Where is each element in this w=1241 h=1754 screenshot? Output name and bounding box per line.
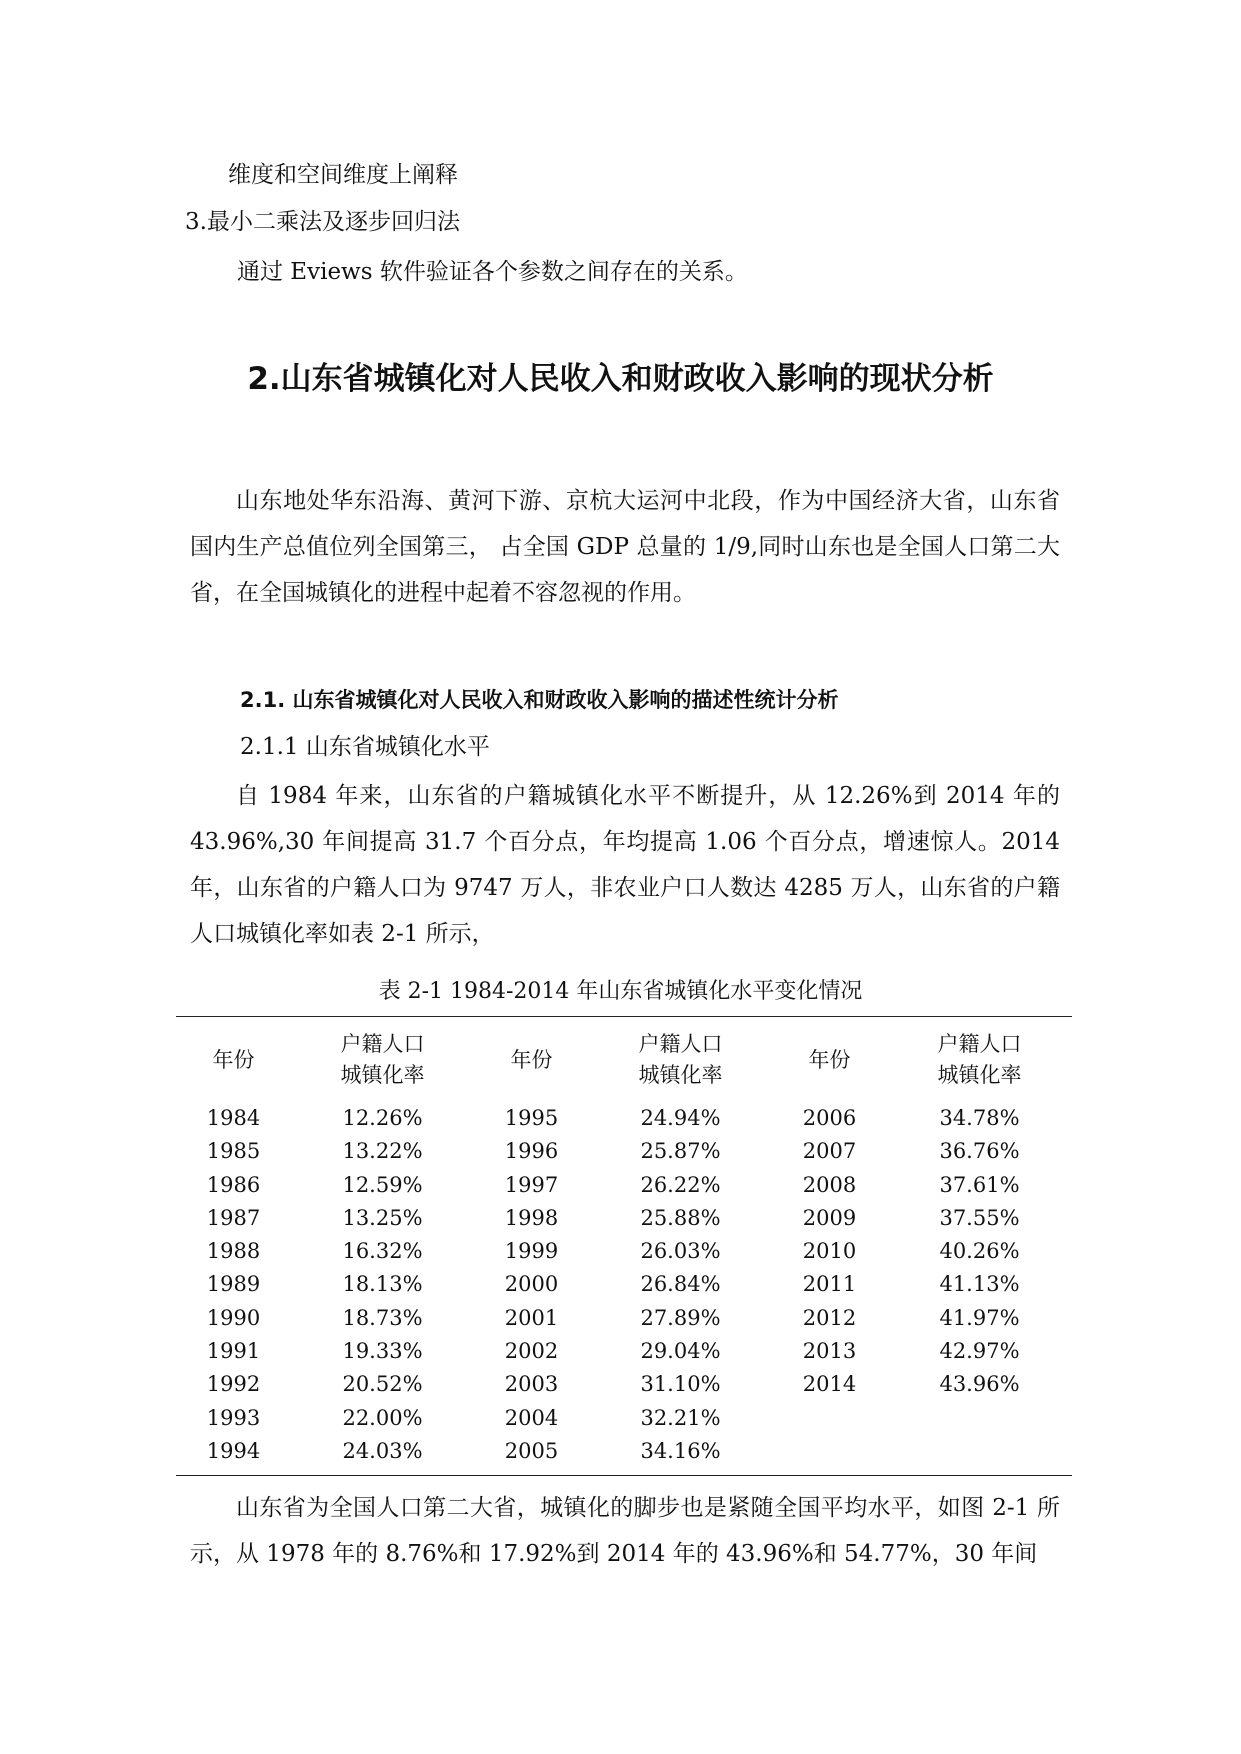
rate-cell: 37.61%: [939, 1172, 1020, 1197]
table-row: [176, 1435, 1072, 1468]
rate-cell: 25.88%: [640, 1205, 721, 1230]
year-cell: 2003: [504, 1372, 559, 1397]
rate-cell: 40.26%: [939, 1239, 1020, 1264]
header-year: 年份: [510, 1047, 553, 1072]
rate-cell: 16.32%: [342, 1239, 423, 1264]
year-cell: 2011: [802, 1272, 857, 1297]
header-year: 年份: [808, 1047, 851, 1072]
table-bottom-rule: [176, 1475, 1072, 1476]
year-cell: [772, 1435, 887, 1468]
table-header-row: [176, 1018, 1072, 1102]
intro-line-2: 3.最小二乘法及逐步回归法: [185, 209, 460, 235]
year-cell: 1991: [206, 1339, 261, 1364]
year-cell: 2005: [504, 1438, 559, 1463]
rate-cell: 32.21%: [640, 1405, 721, 1430]
rate-cell: 13.25%: [342, 1205, 423, 1230]
year-cell: 1985: [206, 1139, 261, 1164]
year-cell: 1998: [504, 1205, 559, 1230]
year-cell: 2007: [802, 1139, 857, 1164]
rate-cell: 24.94%: [640, 1106, 721, 1130]
table-row: [176, 1202, 1072, 1235]
table-row: [176, 1302, 1072, 1335]
header-rate: 户籍人口城镇化率: [340, 1032, 425, 1087]
year-cell: 1995: [504, 1106, 559, 1130]
paragraph-comparison: 山东省为全国人口第二大省，城镇化的脚步也是紧随全国平均水平，如图 2-1 所示，从 1978 年的 8.76%和 17.92%到 2014 年的 43.96%和 54.77%，30 年间: [190, 1495, 1060, 1567]
paragraph-intro: 山东地处华东沿海、黄河下游、京杭大运河中北段，作为中国经济大省，山东省国内生产总值位列全国第三， 占全国 GDP 总量的 1/9,同时山东也是全国人口第二大省，在全国城镇化的进程中起着不容忽视的作用。: [190, 488, 1060, 606]
rate-cell: 19.33%: [342, 1339, 423, 1364]
rate-cell: 26.84%: [640, 1272, 721, 1297]
table-caption: 表 2-1 1984-2014 年山东省城镇化水平变化情况: [378, 979, 863, 1004]
section-title: 2.山东省城镇化对人民收入和财政收入影响的现状分析: [247, 361, 994, 397]
rate-cell: [887, 1402, 1072, 1435]
year-cell: 1989: [206, 1272, 261, 1297]
year-cell: 2002: [504, 1339, 559, 1364]
table-row: [176, 1102, 1072, 1135]
table-row: [176, 1402, 1072, 1435]
year-cell: 1993: [206, 1405, 261, 1430]
year-cell: 2009: [802, 1205, 857, 1230]
rate-cell: [887, 1435, 1072, 1468]
year-cell: 2008: [802, 1172, 857, 1197]
table-row: [176, 1335, 1072, 1368]
year-cell: 2012: [802, 1305, 857, 1330]
year-cell: 2006: [802, 1106, 857, 1130]
header-year: 年份: [212, 1047, 255, 1072]
rate-cell: 26.03%: [640, 1239, 721, 1264]
rate-cell: 41.13%: [939, 1272, 1020, 1297]
year-cell: 2013: [802, 1339, 857, 1364]
rate-cell: 37.55%: [939, 1205, 1020, 1230]
subsection-title: 2.1. 山东省城镇化对人民收入和财政收入影响的描述性统计分析: [240, 688, 839, 712]
year-cell: 2004: [504, 1405, 559, 1430]
year-cell: [772, 1402, 887, 1435]
year-cell: 2000: [504, 1272, 559, 1297]
rate-cell: 29.04%: [640, 1339, 721, 1364]
year-cell: 1984: [206, 1106, 261, 1130]
header-rate: 户籍人口城镇化率: [638, 1032, 723, 1087]
rate-cell: 36.76%: [939, 1139, 1020, 1164]
rate-cell: 31.10%: [640, 1372, 721, 1397]
rate-cell: 18.73%: [342, 1305, 423, 1330]
year-cell: 1997: [504, 1172, 559, 1197]
year-cell: 2010: [802, 1239, 857, 1264]
rate-cell: 12.26%: [342, 1106, 423, 1130]
year-cell: 1992: [206, 1372, 261, 1397]
table-row: [176, 1235, 1072, 1268]
year-cell: 2014: [802, 1372, 857, 1397]
rate-cell: 34.78%: [939, 1106, 1020, 1130]
subsubsection-title: 2.1.1 山东省城镇化水平: [240, 734, 490, 760]
rate-cell: 42.97%: [939, 1339, 1020, 1364]
table-top-rule: [176, 1016, 1072, 1017]
year-cell: 1999: [504, 1239, 559, 1264]
intro-line-3: 通过 Eviews 软件验证各个参数之间存在的关系。: [237, 259, 748, 285]
table-row: [176, 1268, 1072, 1301]
rate-cell: 27.89%: [640, 1305, 721, 1330]
year-cell: 1987: [206, 1205, 261, 1230]
rate-cell: 43.96%: [939, 1372, 1020, 1397]
year-cell: 1996: [504, 1139, 559, 1164]
intro-line-1: 维度和空间维度上阐释: [228, 162, 458, 188]
rate-cell: 25.87%: [640, 1139, 721, 1164]
year-cell: 2001: [504, 1305, 559, 1330]
rate-cell: 12.59%: [342, 1172, 423, 1197]
rate-cell: 18.13%: [342, 1272, 423, 1297]
paragraph-urbanization-level: 自 1984 年来，山东省的户籍城镇化水平不断提升，从 12.26%到 2014 年的 43.96%,30 年间提高 31.7 个百分点，年均提高 1.06 个百分点，增速惊人。2014 年，山东省的户籍人口为 9747 万人，非农业户口人数达 4285 万人，山东省的户籍人口城镇化率如表 2-1 所示，: [190, 783, 1060, 947]
rate-cell: 20.52%: [342, 1372, 423, 1397]
rate-cell: 22.00%: [342, 1405, 423, 1430]
rate-cell: 34.16%: [640, 1438, 721, 1463]
year-cell: 1994: [206, 1438, 261, 1463]
header-rate: 户籍人口城镇化率: [937, 1032, 1022, 1087]
table-row: [176, 1169, 1072, 1202]
rate-cell: 26.22%: [640, 1172, 721, 1197]
urbanization-table: [176, 1018, 1072, 1468]
year-cell: 1988: [206, 1239, 261, 1264]
table-row: [176, 1135, 1072, 1168]
year-cell: 1986: [206, 1172, 261, 1197]
table-row: [176, 1368, 1072, 1401]
year-cell: 1990: [206, 1305, 261, 1330]
rate-cell: 41.97%: [939, 1305, 1020, 1330]
rate-cell: 13.22%: [342, 1139, 423, 1164]
rate-cell: 24.03%: [342, 1438, 423, 1463]
